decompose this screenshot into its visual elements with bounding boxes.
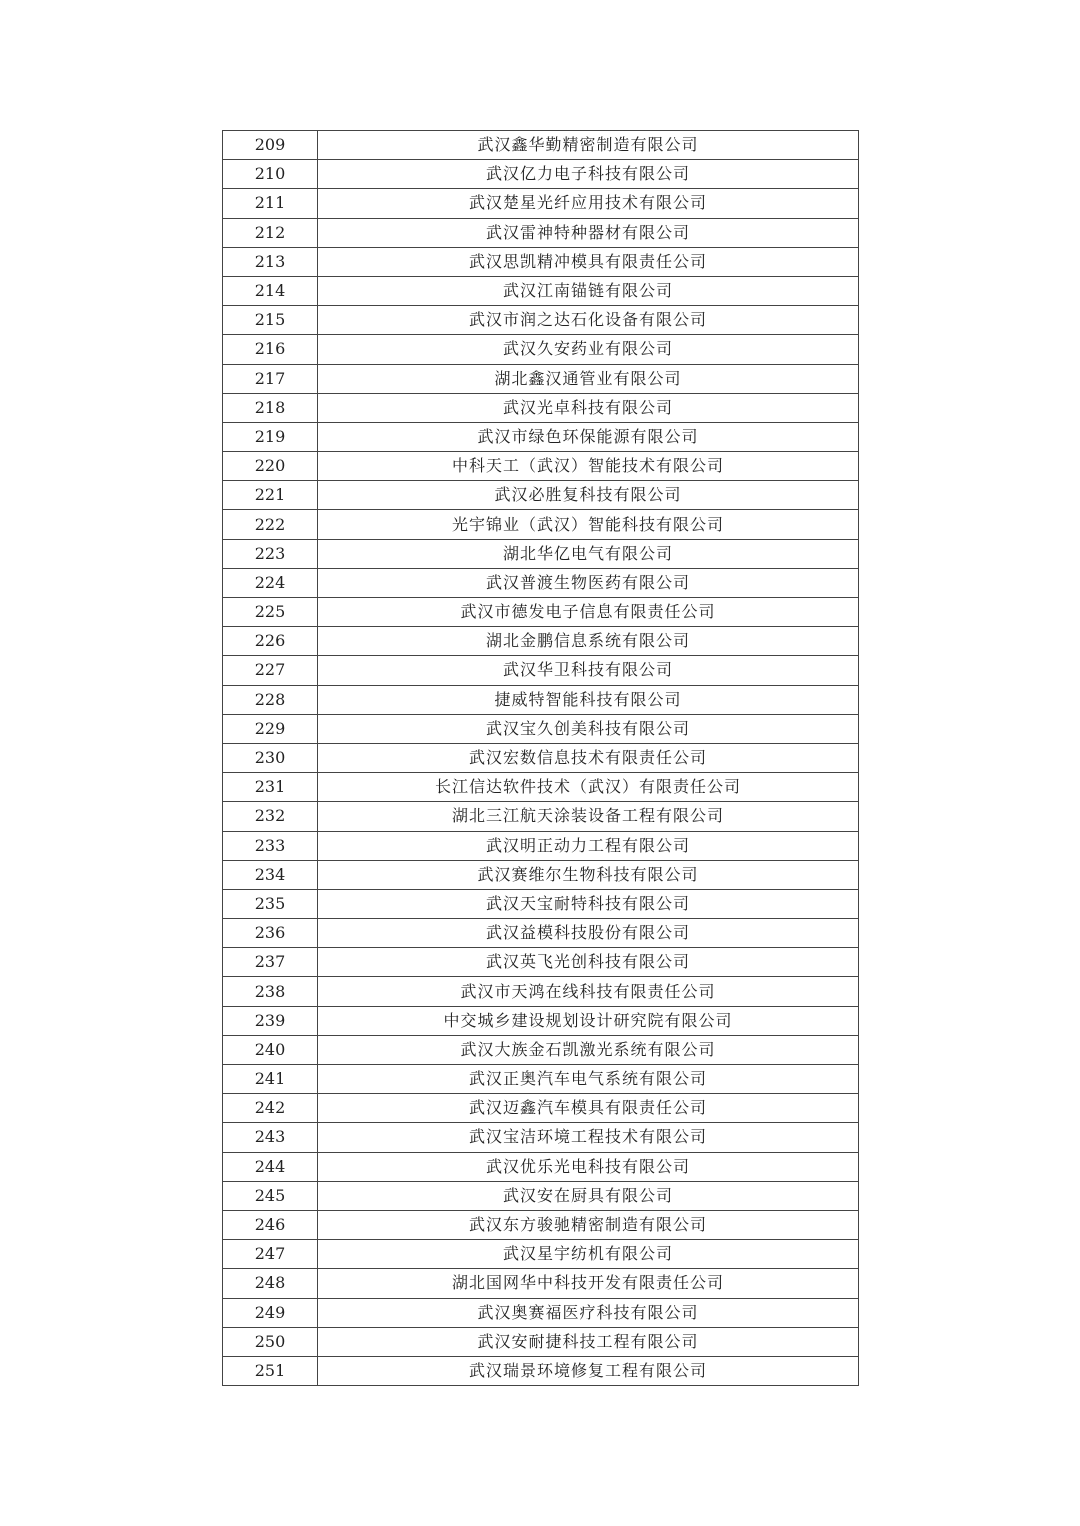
company-name: 武汉明正动力工程有限公司 [318, 831, 859, 860]
row-number: 239 [223, 1006, 318, 1035]
table-row [223, 335, 859, 364]
table-row [223, 1006, 859, 1035]
row-number: 247 [223, 1240, 318, 1269]
company-name: 武汉市德发电子信息有限责任公司 [318, 598, 859, 627]
row-number: 242 [223, 1094, 318, 1123]
company-name: 武汉普渡生物医药有限公司 [318, 568, 859, 597]
company-name: 中科天工（武汉）智能技术有限公司 [318, 452, 859, 481]
table-row [223, 977, 859, 1006]
table-row [223, 247, 859, 276]
table-row [223, 831, 859, 860]
table-row [223, 1035, 859, 1064]
company-name: 武汉迈鑫汽车模具有限责任公司 [318, 1094, 859, 1123]
row-number: 221 [223, 481, 318, 510]
table-row [223, 393, 859, 422]
company-name: 武汉安在厨具有限公司 [318, 1181, 859, 1210]
table-row [223, 802, 859, 831]
company-name: 中交城乡建设规划设计研究院有限公司 [318, 1006, 859, 1035]
company-name: 武汉奥赛福医疗科技有限公司 [318, 1298, 859, 1327]
table-row [223, 218, 859, 247]
row-number: 211 [223, 189, 318, 218]
company-name: 武汉市天鸿在线科技有限责任公司 [318, 977, 859, 1006]
table-row [223, 656, 859, 685]
table-row [223, 889, 859, 918]
company-name: 武汉优乐光电科技有限公司 [318, 1152, 859, 1181]
row-number: 227 [223, 656, 318, 685]
company-name: 武汉必胜复科技有限公司 [318, 481, 859, 510]
company-name: 武汉江南锚链有限公司 [318, 276, 859, 305]
company-name: 武汉正奥汽车电气系统有限公司 [318, 1065, 859, 1094]
company-name: 武汉楚星光纤应用技术有限公司 [318, 189, 859, 218]
row-number: 237 [223, 948, 318, 977]
company-name: 武汉益模科技股份有限公司 [318, 919, 859, 948]
row-number: 241 [223, 1065, 318, 1094]
table-row [223, 189, 859, 218]
table-row [223, 1123, 859, 1152]
company-name: 武汉宏数信息技术有限责任公司 [318, 743, 859, 772]
row-number: 216 [223, 335, 318, 364]
company-name: 湖北国网华中科技开发有限责任公司 [318, 1269, 859, 1298]
table-row [223, 364, 859, 393]
row-number: 248 [223, 1269, 318, 1298]
table-row [223, 510, 859, 539]
table-row [223, 598, 859, 627]
row-number: 229 [223, 714, 318, 743]
table-row [223, 131, 859, 160]
row-number: 212 [223, 218, 318, 247]
company-name: 武汉赛维尔生物科技有限公司 [318, 860, 859, 889]
table-row [223, 919, 859, 948]
table-row [223, 627, 859, 656]
table-row [223, 1181, 859, 1210]
company-name: 武汉宝洁环境工程技术有限公司 [318, 1123, 859, 1152]
company-list-body [223, 131, 859, 1386]
row-number: 236 [223, 919, 318, 948]
row-number: 240 [223, 1035, 318, 1064]
row-number: 231 [223, 773, 318, 802]
row-number: 234 [223, 860, 318, 889]
company-name: 捷威特智能科技有限公司 [318, 685, 859, 714]
row-number: 218 [223, 393, 318, 422]
table-row [223, 685, 859, 714]
company-name: 武汉瑞景环境修复工程有限公司 [318, 1356, 859, 1385]
company-name: 武汉市润之达石化设备有限公司 [318, 306, 859, 335]
table-row [223, 1356, 859, 1385]
table-row [223, 948, 859, 977]
company-name: 武汉天宝耐特科技有限公司 [318, 889, 859, 918]
row-number: 224 [223, 568, 318, 597]
table-row [223, 1210, 859, 1239]
table-row [223, 773, 859, 802]
row-number: 228 [223, 685, 318, 714]
row-number: 243 [223, 1123, 318, 1152]
company-name: 武汉雷神特种器材有限公司 [318, 218, 859, 247]
company-name: 武汉久安药业有限公司 [318, 335, 859, 364]
company-name: 武汉思凯精冲模具有限责任公司 [318, 247, 859, 276]
company-name: 武汉宝久创美科技有限公司 [318, 714, 859, 743]
row-number: 233 [223, 831, 318, 860]
row-number: 219 [223, 422, 318, 451]
row-number: 246 [223, 1210, 318, 1239]
table-row [223, 1065, 859, 1094]
company-name: 武汉大族金石凯激光系统有限公司 [318, 1035, 859, 1064]
table-row [223, 481, 859, 510]
table-row [223, 714, 859, 743]
company-name: 湖北金鹏信息系统有限公司 [318, 627, 859, 656]
table-row [223, 1152, 859, 1181]
table-row [223, 860, 859, 889]
table-row [223, 306, 859, 335]
row-number: 222 [223, 510, 318, 539]
table-row [223, 539, 859, 568]
row-number: 225 [223, 598, 318, 627]
company-name: 光宇锦业（武汉）智能科技有限公司 [318, 510, 859, 539]
row-number: 251 [223, 1356, 318, 1385]
row-number: 232 [223, 802, 318, 831]
row-number: 210 [223, 160, 318, 189]
table-row [223, 568, 859, 597]
row-number: 249 [223, 1298, 318, 1327]
company-list-table [222, 130, 859, 1386]
company-name: 湖北鑫汉通管业有限公司 [318, 364, 859, 393]
table-row [223, 1298, 859, 1327]
table-row [223, 1327, 859, 1356]
row-number: 226 [223, 627, 318, 656]
table-row [223, 276, 859, 305]
row-number: 209 [223, 131, 318, 160]
company-name: 武汉亿力电子科技有限公司 [318, 160, 859, 189]
table-row [223, 1094, 859, 1123]
row-number: 215 [223, 306, 318, 335]
company-name: 武汉东方骏驰精密制造有限公司 [318, 1210, 859, 1239]
row-number: 213 [223, 247, 318, 276]
row-number: 245 [223, 1181, 318, 1210]
company-name: 湖北三江航天涂装设备工程有限公司 [318, 802, 859, 831]
company-name: 武汉星宇纺机有限公司 [318, 1240, 859, 1269]
row-number: 223 [223, 539, 318, 568]
row-number: 214 [223, 276, 318, 305]
row-number: 238 [223, 977, 318, 1006]
company-name: 武汉安耐捷科技工程有限公司 [318, 1327, 859, 1356]
row-number: 217 [223, 364, 318, 393]
company-name: 武汉英飞光创科技有限公司 [318, 948, 859, 977]
table-row [223, 422, 859, 451]
company-name: 武汉华卫科技有限公司 [318, 656, 859, 685]
company-name: 湖北华亿电气有限公司 [318, 539, 859, 568]
row-number: 244 [223, 1152, 318, 1181]
company-name: 武汉市绿色环保能源有限公司 [318, 422, 859, 451]
table-row [223, 160, 859, 189]
table-row [223, 743, 859, 772]
table-row [223, 1240, 859, 1269]
row-number: 220 [223, 452, 318, 481]
row-number: 235 [223, 889, 318, 918]
row-number: 250 [223, 1327, 318, 1356]
company-name: 武汉光卓科技有限公司 [318, 393, 859, 422]
row-number: 230 [223, 743, 318, 772]
company-name: 武汉鑫华勤精密制造有限公司 [318, 131, 859, 160]
table-row [223, 1269, 859, 1298]
table-row [223, 452, 859, 481]
company-name: 长江信达软件技术（武汉）有限责任公司 [318, 773, 859, 802]
